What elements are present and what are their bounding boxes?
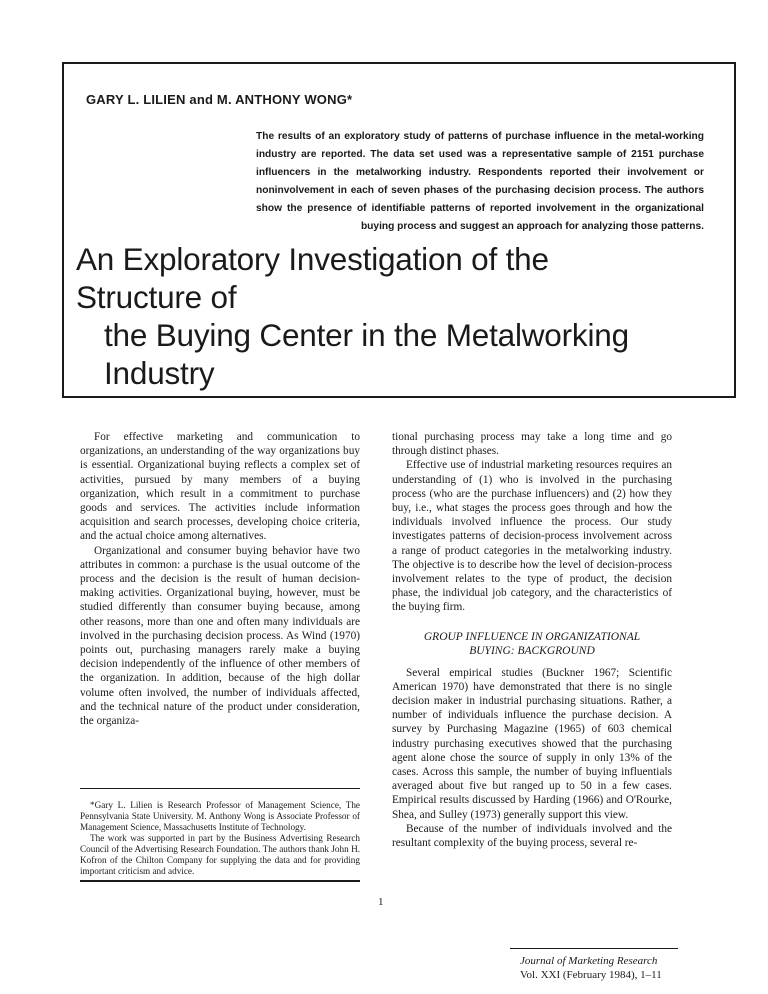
authors: GARY L. LILIEN and M. ANTHONY WONG* <box>86 92 353 107</box>
abstract: The results of an exploratory study of patterns of purchase influence in the metal-working industry are reported. The data set used was a representative sample of 2151 purchase influencers in the metalworking industry. Respondents reported their involvement or noninvolvement in each of seven phases of the purchasing decision process. The authors show the presence of identifiable patterns of reported involvement in the organizational buying process and suggest an approach for analyzing those patterns. <box>256 131 704 232</box>
body-paragraph: tional purchasing process may take a long time and go through distinct phases. <box>392 431 672 458</box>
body-paragraph: Several empirical studies (Buckner 1967; Scientific American 1970) have demonstrated that there is no single decision maker in industrial purchasing situations. Rather, a number of individuals influence the purchase decision. A survey by Purchasing Magazine (1965) of 603 chemical industry purchasing executives showed that the purchasing agent alone chose the source of supply in only 13% of the cases. Across this sample, the number of buying influentials averaged about five but ranged up to 50 in a few cases. Empirical results discussed by Harding (1966) and O'Rourke, Shea, and Sulley (1973) generally support this view. <box>392 666 672 821</box>
support-footnote: The work was supported in part by the Business Advertising Research Council of the Advertising Research Foundation. The authors thank John H. Kofron of the Chilton Company for supplying the data and for providing important criticism and advice. <box>80 833 360 876</box>
left-column <box>80 430 360 728</box>
section-heading-line-1: GROUP INFLUENCE IN ORGANIZATIONAL <box>423 630 641 643</box>
right-column <box>392 430 672 850</box>
title-line-3: Industry <box>104 355 215 391</box>
body-paragraph: Organizational and consumer buying behavior have two attributes in common: a purchase is the usual outcome of the process and the decision is the result of human decision-making activities. Organizational buying, however, must be studied differently than consumer buying because, among other reasons, more than one and often many individuals are involved in the purchasing decision process. As Wind (1970) points out, purchasing managers rarely make a buying decision independently of the influence of other members of the organization. In addition, because of the high dollar volume often involved, the number of individuals affected, and the technical nature of the product under consideration, the organiza- <box>80 544 360 728</box>
footnote-rule <box>80 788 360 789</box>
author-footnote: *Gary L. Lilien is Research Professor of Management Science, The Pennsylvania State University. M. Anthony Wong is Associate Professor of Management Science, Massachusetts Institute of Technology. <box>80 800 360 832</box>
journal-name: Journal of Marketing Research <box>520 955 658 967</box>
title-line-1: An Exploratory Investigation of the Structure of <box>76 241 549 315</box>
body-paragraph: Effective use of industrial marketing resources requires an understanding of (1) who is involved in the purchasing process (who are the purchase influencers) and (2) how they buy, i.e., what stages the process goes through and how the individuals involved influence the process. Our study investigates patterns of decision-process involvement across a range of product categories in the metalworking industry. The objective is to describe how the level of decision-process involvement relates to the type of product, the decision phase, the individual job category, and the characteristics of the buying firm. <box>392 459 672 614</box>
journal-volume: Vol. XXI (February 1984), 1–11 <box>520 969 662 981</box>
body-paragraph: For effective marketing and communication to organizations, an understanding of the way organizations buy is essential. Organizational buying reflects a complex set of activities, pursued by many members of a buying organization, which result in a commitment to purchase goods and services. The activities include information acquisition and search processes, developing choice criteria, and the actual choice among alternatives. <box>80 431 360 543</box>
title-line-2: the Buying Center in the Metalworking <box>104 317 629 353</box>
bottom-rule <box>80 880 360 882</box>
journal-rule <box>510 948 678 949</box>
header-frame <box>62 62 736 398</box>
section-heading <box>392 630 672 658</box>
page-number: 1 <box>378 896 384 908</box>
journal-citation <box>520 954 662 982</box>
body-paragraph: Because of the number of individuals involved and the resultant complexity of the buying process, several re- <box>392 822 672 850</box>
article-title <box>76 240 676 392</box>
section-heading-line-2: BUYING: BACKGROUND <box>469 644 595 657</box>
footnotes <box>80 800 360 877</box>
